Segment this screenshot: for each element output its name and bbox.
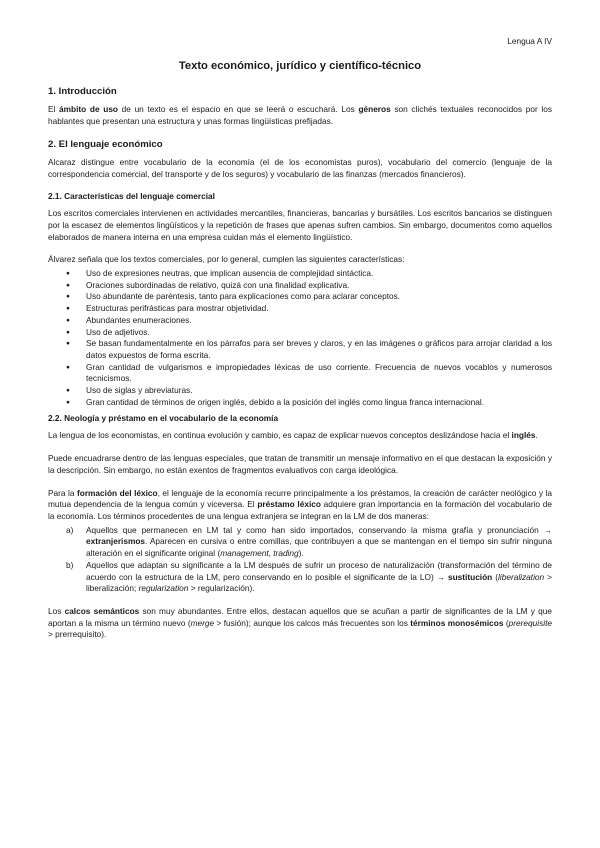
list-item: a) Aquellos que permanecen en LM tal y como han sido importados, conservando la misma grafía y pronunciación → extranjerismos. Aparecen en cursiva o entre comillas, que contribuyen a que se mantengan en el tiempo sin sufrir ninguna alteración en el significante original (management, trading).: [66, 524, 552, 559]
list-item: ● Uso abundante de paréntesis, tanto para explicaciones como para aclarar conceptos.: [86, 291, 552, 303]
intro-paragraph: El ámbito de uso de un texto es el espacio en que se leerá o escuchará. Los géneros son clichés textuales reconocidos por los hablantes que presentan una estructura y unas formas lingüísticas prefijadas.: [48, 104, 552, 127]
page-header: Lengua A IV: [507, 36, 552, 46]
subsection-heading-neologia: 2.2. Neología y préstamo en el vocabulario de la economía: [48, 413, 279, 424]
subsection-heading-caracteristicas: 2.1. Características del lenguaje comercial: [48, 191, 215, 202]
section-heading-lenguaje-economico: 2. El lenguaje económico: [48, 138, 163, 150]
list-item: ● Uso de siglas y abreviaturas.: [86, 385, 552, 397]
list-item: ● Gran cantidad de vulgarismos e impropiedades léxicas de uso corriente. Frecuencia de nuevos vocablos y numerosos tecnicismos.: [86, 362, 552, 385]
document-title: Texto económico, jurídico y científico-técnico: [178, 59, 422, 72]
section2-paragraph: Alcaraz distingue entre vocabulario de la economía (el de los economistas puros), vocabulario del comercio (lenguaje de la correspondencia comercial, del transporte y de los seguros) y vocabulario de las finanzas (mercados financieros).: [48, 156, 552, 179]
section-heading-introduccion: 1. Introducción: [48, 86, 117, 98]
list-item: ● Uso de expresiones neutras, que implican ausencia de complejidad sintáctica.: [86, 268, 552, 280]
neologia-paragraph-3: Para la formación del léxico, el lenguaje de la economía recurre principalmente a los préstamos, la creación de carácter neológico y la mutua dependencia de la lengua común y viceversa. El préstamo léxico adquiere gran importancia en la formación del vocabulario de la economía. Los términos procedentes de una lengua extranjera se integran en la LM de dos maneras:: [48, 487, 552, 521]
neologia-paragraph-2: Puede encuadrarse dentro de las lenguas especiales, que tratan de transmitir un mensaje informativo en el que destacan la exposición y la descripción. Sin embargo, no están exentos de fragmentos evaluativos con carga ideológica.: [48, 453, 552, 475]
list-item: ● Abundantes enumeraciones.: [86, 315, 552, 327]
list-item: ● Estructuras perifrásticas para mostrar objetividad.: [86, 303, 552, 315]
list-marker: b): [66, 559, 74, 570]
neologia-paragraph-4: Los calcos semánticos son muy abundantes. Entre ellos, destacan aquellos que se acuñan a partir de significantes de la LM y que aportan a la misma un término nuevo (merge > fusión); aunque los calcos más frecuentes son los términos monosémicos (prerequisite > prerrequisito).: [48, 605, 552, 640]
prestamo-list: [48, 525, 552, 595]
list-item: ● Oraciones subordinadas de relativo, quizá con una finalidad explicativa.: [86, 280, 552, 292]
list-item: ● Gran cantidad de términos de origen inglés, debido a la posición del inglés como lingua franca internacional.: [86, 397, 552, 409]
caracteristicas-paragraph-1: Los escritos comerciales intervienen en actividades mercantiles, financieras, bancarias y bursátiles. Los escritos bancarios se distinguen por la escasez de elementos lingüísticos y la repetición de frases que apenas sufren cambios. Sin embargo, documentos como aquellos elaborados de manera interna en una empresa cuidan más el elemento lingüístico.: [48, 208, 552, 242]
caracteristicas-paragraph-2: Álvarez señala que los textos comerciales, por lo general, cumplen las siguientes características:: [48, 254, 405, 265]
list-marker: a): [66, 524, 74, 535]
caracteristicas-list: [48, 268, 552, 408]
list-item: b) Aquellos que adaptan su significante a la LM después de sufrir un proceso de naturalización (transformación del término de acuerdo con la estructura de la LM, pero conservando en lo posible el significante de la LO) → sustitución (liberalization > liberalización; regularization > regularización).: [66, 559, 552, 594]
list-item: ● Uso de adjetivos.: [86, 327, 552, 339]
list-item: ● Se basan fundamentalmente en los párrafos para ser breves y claros, y en las imágenes o gráficos para arrojar claridad a los datos expuestos de forma escrita.: [86, 338, 552, 361]
neologia-paragraph-1: La lengua de los economistas, en continua evolución y cambio, es capaz de explicar nuevos conceptos deslizándose hacia el inglés.: [48, 430, 538, 441]
